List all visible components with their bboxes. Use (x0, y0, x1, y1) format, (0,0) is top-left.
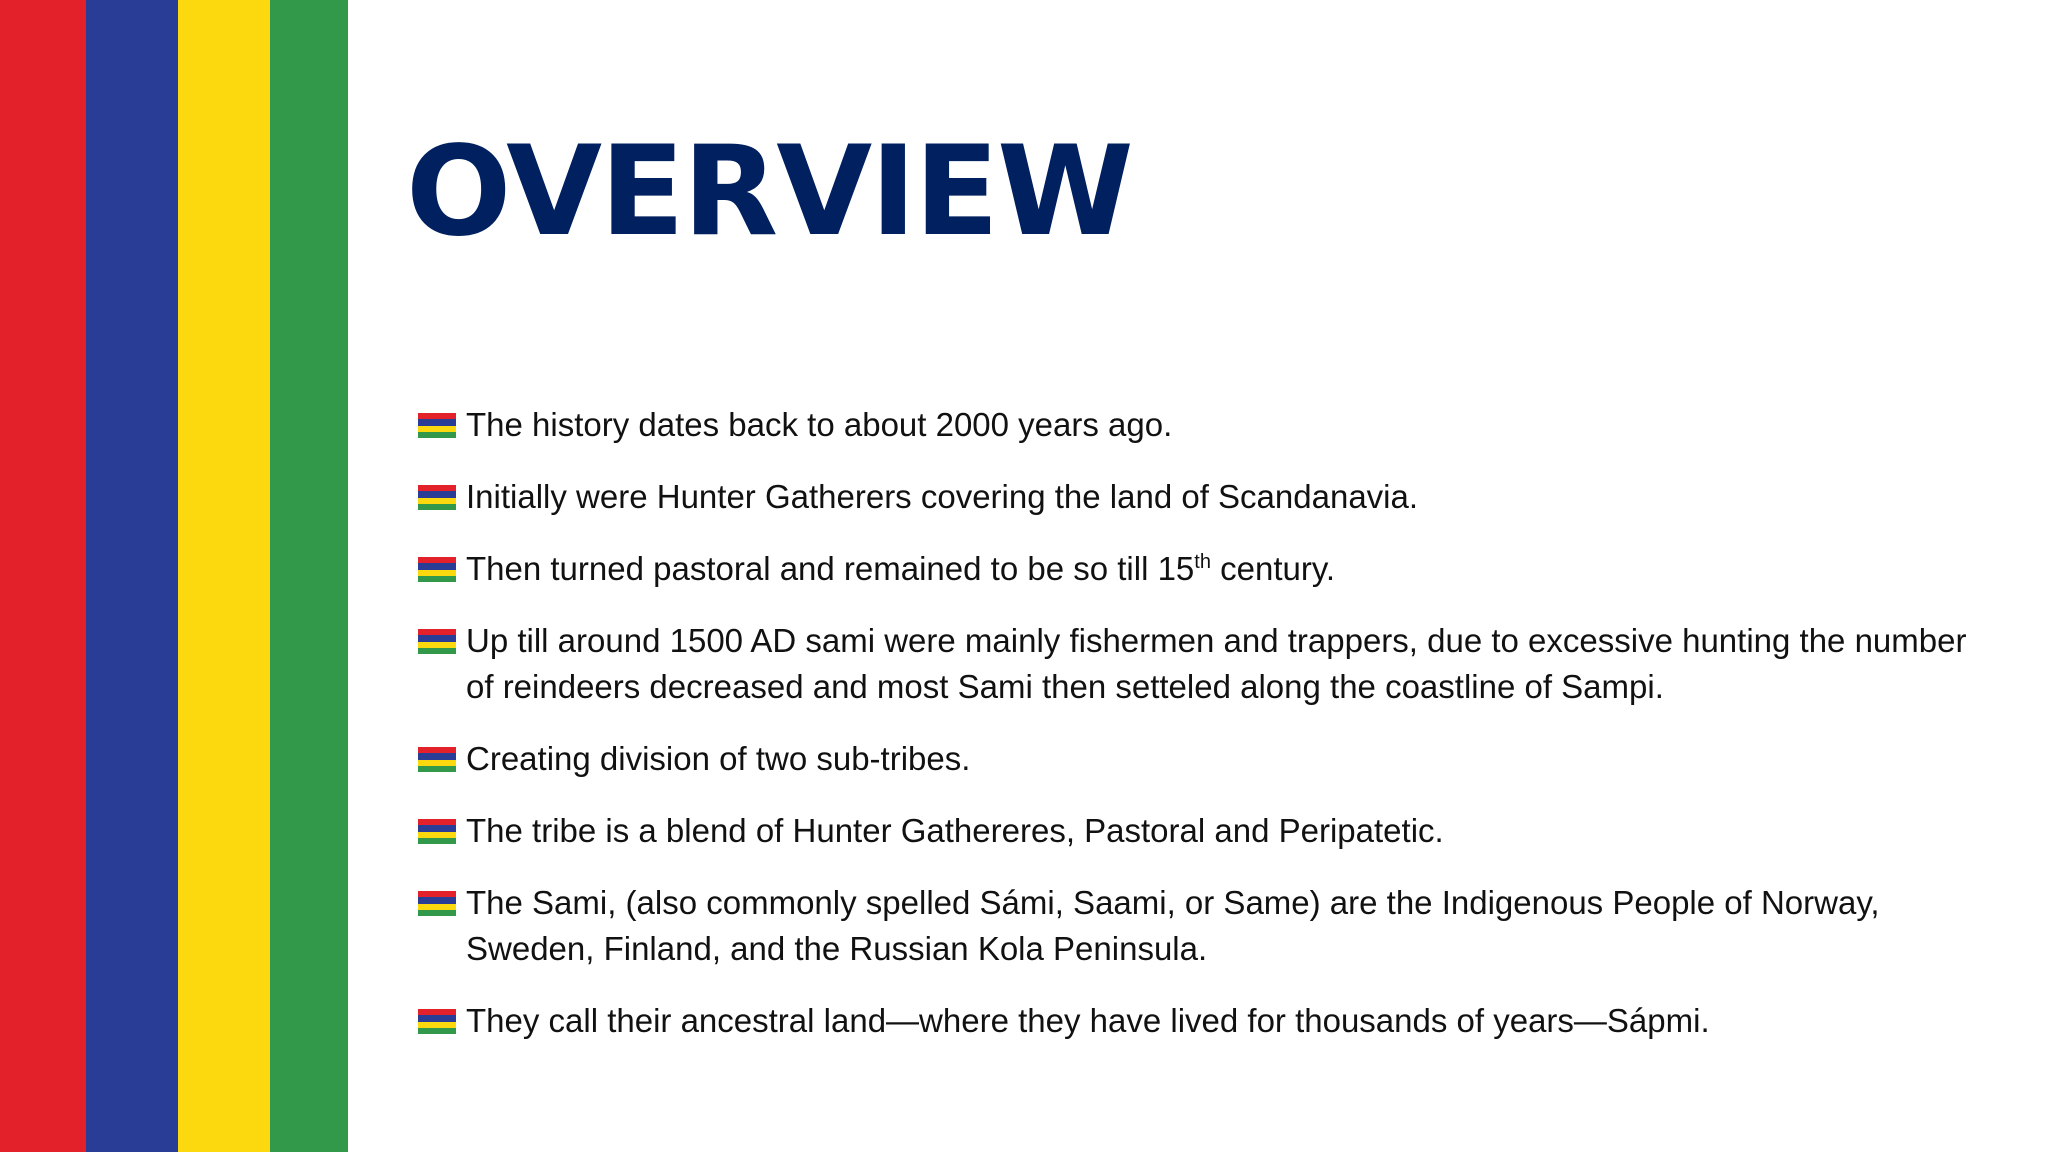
yellow-stripe (178, 0, 270, 1152)
bullet-item (416, 618, 1996, 710)
bullet-item (416, 474, 1996, 520)
red-stripe (0, 0, 86, 1152)
bullet-item (416, 998, 1996, 1044)
flag-stripes-icon (418, 557, 456, 582)
bullet-text-end: century. (1210, 550, 1336, 587)
flag-stripes-icon (418, 819, 456, 844)
flag-stripes-icon (418, 747, 456, 772)
flag-stripes-icon (418, 413, 456, 438)
bullet-text: The history dates back to about 2000 years ago. (466, 406, 1173, 443)
green-stripe (270, 0, 348, 1152)
bullet-item (416, 880, 1996, 972)
flag-stripes-decoration (0, 0, 348, 1152)
flag-stripes-icon (418, 1009, 456, 1034)
bullet-item (416, 402, 1996, 448)
bullet-item (416, 546, 1996, 592)
blue-stripe (86, 0, 178, 1152)
flag-stripes-icon (418, 891, 456, 916)
bullet-list (416, 402, 1996, 1070)
bullet-item (416, 808, 1996, 854)
bullet-text-start: Then turned pastoral and remained to be so till 15 (466, 550, 1195, 587)
bullet-text: Initially were Hunter Gatherers covering the land of Scandanavia. (466, 478, 1419, 515)
flag-stripes-icon (418, 629, 456, 654)
bullet-text: The tribe is a blend of Hunter Gathereres, Pastoral and Peripatetic. (466, 812, 1444, 849)
bullet-text: Creating division of two sub-tribes. (466, 740, 971, 777)
bullet-text: The Sami, (also commonly spelled Sámi, Saami, or Same) are the Indigenous People of Norway, Sweden, Finland, and the Russian Kola Peninsula. (466, 884, 1880, 967)
bullet-text: They call their ancestral land—where they have lived for thousands of years—Sápmi. (466, 1002, 1710, 1039)
ordinal-suffix: th (1194, 551, 1211, 573)
slide-title: OVERVIEW (406, 120, 1132, 264)
bullet-item (416, 736, 1996, 782)
bullet-text: Up till around 1500 AD sami were mainly fishermen and trappers, due to excessive hunting the number of reindeers decreased and most Sami then setteled along the coastline of Sampi. (466, 622, 1967, 705)
flag-stripes-icon (418, 485, 456, 510)
